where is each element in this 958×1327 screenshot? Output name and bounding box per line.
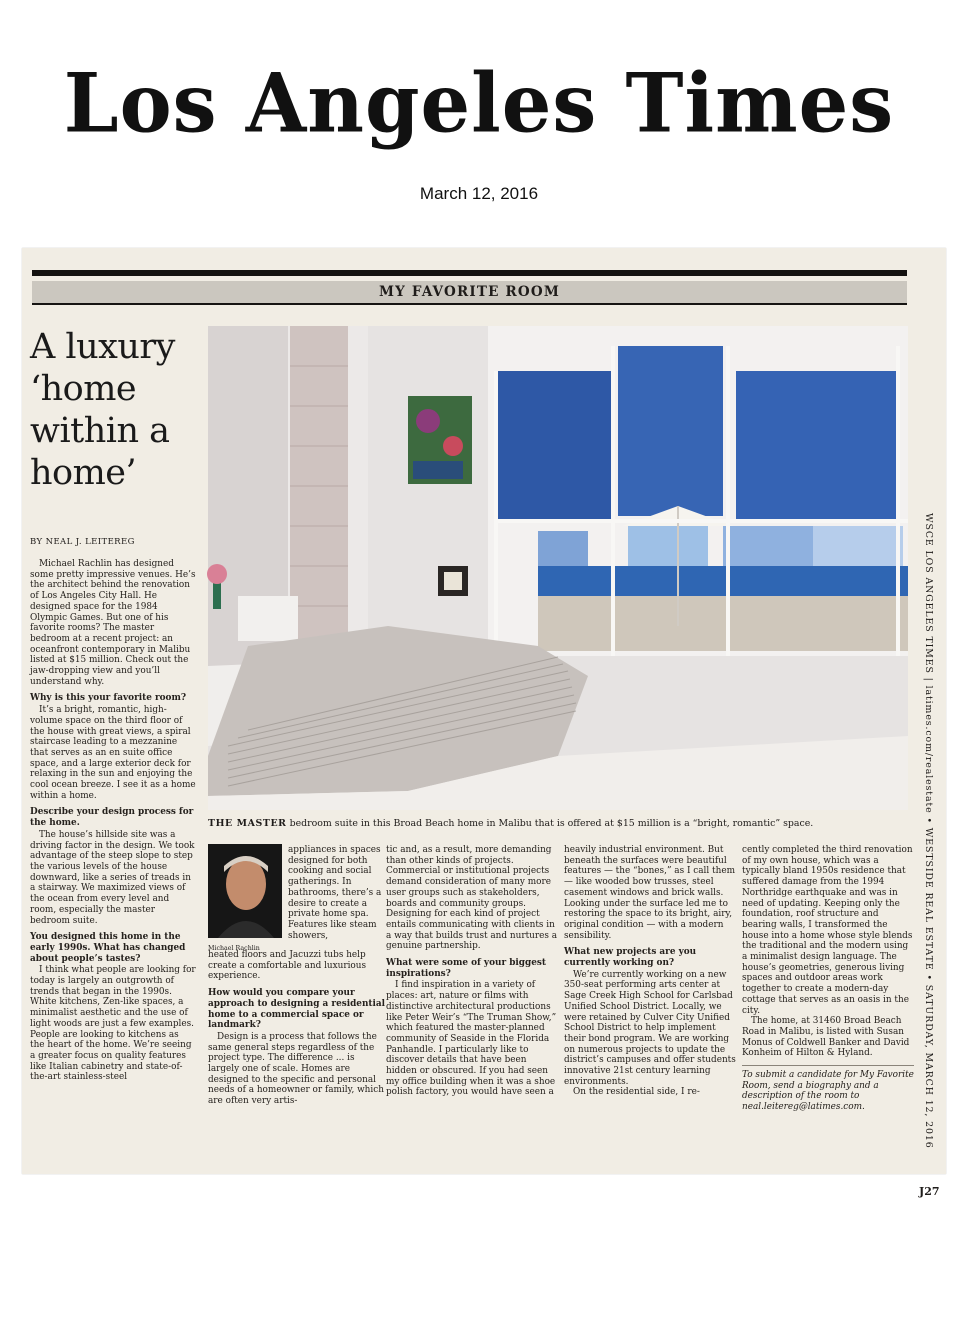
page-number: J27 [919,1185,940,1198]
article-headline: A luxury ‘home within a home’ [30,327,175,493]
question-4: How would you compare your approach to designing a residential home to a commercial space or landmark? [208,988,385,1031]
answer-3: I think what people are looking for today is largely an outgrowth of trends that began in the 1990s. White kitchens, Zen-like spaces, a minimalist aesthetic and the use of light woods are just a few examples. People are looking to kitchens as the heart of the home. We’re seeing a greater focus on quality features like Italian cabinetry and state-of-the-art stainless-steel [30,965,196,1083]
question-5: What were some of your biggest inspirations? [386,958,546,979]
master-bedroom-photo [208,326,908,810]
column-5 [742,845,914,1113]
answer-1: It’s a bright, romantic, high-volume space on the third floor of the house with great views, a spiral staircase leading to a mezzanine that serves as an en suite office space, and a large exterior deck for relaxing in the sun and enjoying the cool ocean breeze. I see it as a home within a home. [30,705,196,801]
column-2-continued: heated floors and Jacuzzi tubs help create a comfortable and luxurious experience. [208,950,367,982]
question-3: You designed this home in the early 1990s. What has changed about people’s tastes? [30,932,186,964]
column-5-text: cently completed the third renovation of my own house, which was a typically bland 1950s residence that suffered damage from the 1994 Northridge earthquake and was in need of updating. Keeping only the foundation, roof structure and bearing walls, I transformed the house into a home whose style blends the traditional and the modern using a minimalist design language. The house’s geometries, generous living spaces and outdoor areas work together to create a modern-day cottage that serves as an oasis in the city. [742,845,913,1016]
answer-4: Design is a process that follows the same general steps regardless of the project type. The difference ... is largely one of scale. Homes are designed to the specific and personal needs of a homeowner or family, which are often very artis- [208,1031,384,1107]
column-1 [30,559,196,1083]
submission-note: To submit a candidate for My Favorite Room, send a biography and a description of the room to neal.leitereg@latimes.com. [742,1070,914,1113]
page-spine [920,513,938,1173]
answer-2: The house’s hillside site was a driving factor in the design. We took advantage of the steep slope to step the various levels of the house downward, like a series of treads in a stairway. We maximized views of the ocean from every level and room, especially the master bedroom suite. [30,829,195,926]
column-3-text: tic and, as a result, more demanding than other kinds of projects. Commercial or institutional projects demand consideration of many more user groups such as stakeholders, boards and community groups. Designing for each kind of project entails communicating with clients in a way that builds trust and nurtures a genuine partnership. [386,845,558,952]
question-6: What new projects are you currently working on? [564,947,697,969]
photo-caption [208,818,908,829]
question-2: Describe your design process for the home. [30,807,194,829]
column-4 [564,845,736,1098]
newspaper-clipping [22,248,946,1198]
column-2-text: appliances in spaces designed for both cooking and social gatherings. In bathrooms, there’s a desire to create a private home spa. Features like steam showers, [288,845,382,941]
spine-text: WSCE LOS ANGELES TIMES | latimes.com/realestate • WESTSIDE REAL ESTATE • SATURDAY, MARCH 12, 2016 [923,513,934,1149]
intro-paragraph: Michael Rachlin has designed some pretty impressive venues. He’s the architect behind the renovation of Los Angeles City Hall. He designed space for the 1984 Olympic Games. But one of his favorite rooms? The master bedroom at a recent project: an oceanfront contemporary in Malibu listed at $15 million. Check out the jaw-dropping view and you’ll understand why. [30,559,196,687]
answer-6: We’re currently working on a new 350-seat performing arts center at Sage Creek High School for Carlsbad Unified School District. Locally, we were retained by Culver City Unified School District to help implement their bond program. We are working on numerous projects to update the district’s campuses and offer students innovative 21st century learning environments. [564,969,736,1087]
column-2-bottom [208,950,388,1107]
publication-date: March 12, 2016 [419,184,539,203]
column-3 [386,845,558,1098]
answer-5: I find inspiration in a variety of places: art, nature or films with distinctive architectural productions like Peter Weir’s “The Truman Show,” which featured the master-planned community of Seaside in the Florida Panhandle. I particularly like to discover details that have been hidden or obscured. If you had seen my office building when it was a shoe polish factory, you would have seen a [386,980,557,1098]
column-2-top [288,845,388,941]
listing-info: The home, at 31460 Broad Beach Road in Malibu, is listed with Susan Monus of Coldwell Banker and David Konheim of Hilton & Hyland. [742,1016,910,1059]
masthead-logo: Los Angeles Times [63,55,895,152]
question-1: Why is this your favorite room? [30,693,187,704]
byline: BY NEAL J. LEITEREG [30,537,135,547]
caption-text: bedroom suite in this Broad Beach home in Malibu that is offered at $15 million is a “bright, romantic” space. [289,818,814,829]
answer-6-continued: On the residential side, I re- [573,1087,700,1098]
section-header: MY FAVORITE ROOM [32,281,907,305]
portrait-credit: Michael Rachlin [208,945,260,952]
caption-lead: THE MASTER [208,818,287,829]
top-rule [32,270,907,276]
column-4-text: heavily industrial environment. But beneath the surfaces were beautiful features — the “bones,” as I call them — like wooded bow trusses, steel casement windows and brick walls. Looking under the surface led me to restoring the space to its bright, airy, original condition — with a modern sensibility. [564,845,735,941]
portrait-photo [208,844,282,938]
